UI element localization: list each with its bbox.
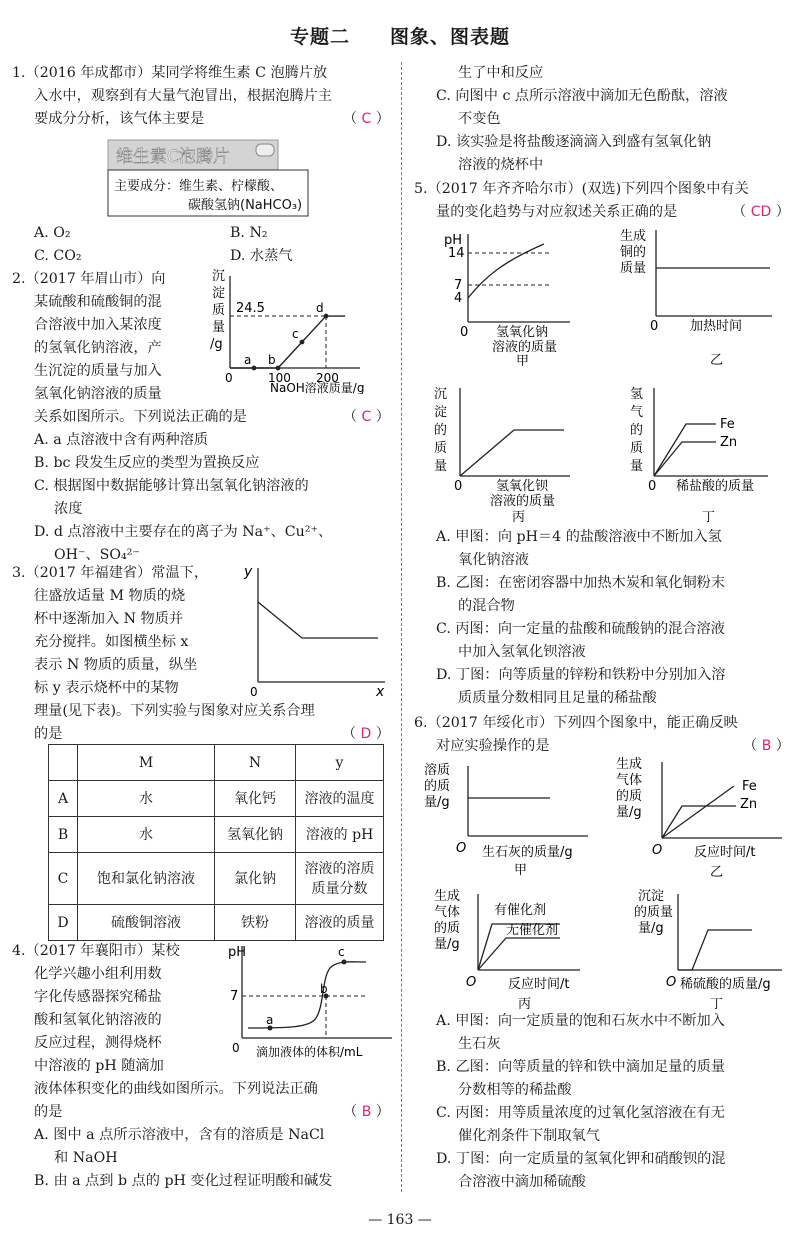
- q6-stem-2: 对应实验操作的是 （ B ）: [436, 738, 790, 754]
- q2-point-d: [324, 314, 329, 319]
- q3-table: [48, 744, 384, 941]
- q3-stem-2: 往盛放适量 M 物质的烧: [34, 588, 186, 604]
- q5-option-c: C. 丙图：向一定量的盐酸和硫酸钠的混合溶液: [436, 621, 725, 637]
- q5-ding-zn-label: Zn: [720, 435, 738, 450]
- q4-stem-2: 化学兴趣小组利用数: [34, 966, 162, 982]
- q5-option-d: D. 丁图：向等质量的锌粉和铁粉中分别加入溶: [436, 667, 726, 683]
- table-row: [49, 781, 384, 817]
- q5-jia-xlabel-2: 溶液的质量: [492, 340, 558, 355]
- q6-yi-ylabel-3: 的质: [616, 789, 643, 804]
- q6-option-b-cont: 分数相等的稀盐酸: [458, 1082, 572, 1098]
- q5-stem-2: 量的变化趋势与对应叙述关系正确的是 （ CD ）: [436, 204, 790, 220]
- q2-answer: C: [361, 409, 372, 425]
- q4-stem-4: 酸和氢氧化钠溶液的: [34, 1012, 162, 1028]
- table-cell: 溶液的温度: [296, 781, 384, 817]
- q5-jia-xlabel-1: 氢氧化钠: [496, 325, 549, 340]
- table-cell: 氧化钙: [215, 781, 296, 817]
- q2-tick-100: 100: [268, 371, 291, 385]
- q2-label-a: a: [244, 353, 252, 367]
- q4-options-continued: [414, 62, 790, 177]
- q4-label-b: b: [320, 982, 328, 996]
- table-header-row: [49, 745, 384, 781]
- q5-bing-ylabel-4: 质: [434, 441, 448, 456]
- q6-bing-ylabel-2: 气体: [434, 905, 461, 920]
- q6-bing-ylabel-4: 量/g: [434, 937, 460, 952]
- q3-stem-3: 杯中逐渐加入 N 物质并: [34, 611, 184, 627]
- q5-bing-origin: 0: [454, 479, 463, 494]
- q2-stem-1: 2.（2017 年眉山市）向: [12, 271, 166, 287]
- q6-jia-ylabel-3: 量/g: [424, 795, 450, 810]
- q4-stem-6: 中溶液的 pH 随滴加: [34, 1058, 164, 1074]
- q6-ding-curve: [678, 930, 752, 970]
- q6-option-a-cont: 生石灰: [458, 1036, 501, 1052]
- table-header: [49, 745, 78, 781]
- q5-option-b: B. 乙图：在密闭容器中加热木炭和氧化铜粉末: [436, 575, 726, 591]
- q4-option-b: B. 由 a 点到 b 点的 pH 变化过程证明酸和碱发: [34, 1173, 333, 1189]
- table-cell: 硫酸铜溶液: [78, 905, 215, 941]
- q2-point-c: [300, 340, 305, 345]
- q6-option-b: B. 乙图：向等质量的锌和铁中滴加足量的质量: [436, 1059, 726, 1075]
- q1-option-d: D. 水蒸气: [230, 248, 293, 264]
- q3-origin: 0: [250, 685, 258, 699]
- q4-point-c: [342, 960, 347, 965]
- q5-bing-ylabel-5: 量: [434, 459, 448, 474]
- q5-yi-ylabel-3: 质量: [620, 261, 647, 276]
- q2-option-d: D. d 点溶液中主要存在的离子为 Na⁺、Cu²⁺、: [34, 524, 333, 540]
- q5-yi-name: 乙: [710, 353, 724, 366]
- q2-label-b: b: [268, 353, 276, 367]
- q1-ingredients-1: 主要成分：维生素、柠檬酸、: [114, 179, 284, 194]
- q5-ding-fe-curve: [654, 424, 716, 476]
- q3-chart: [240, 560, 390, 700]
- q2-stem-5: 生沉淀的质量与加入: [34, 363, 162, 379]
- q4-origin: 0: [232, 1041, 240, 1055]
- q6-jia-ylabel-2: 的质: [424, 779, 451, 794]
- q5-jia-origin: 0: [460, 325, 469, 340]
- table-cell: 溶液的 pH: [296, 817, 384, 853]
- q5-graph-ding: [612, 382, 782, 524]
- q5-answer: CD: [750, 204, 772, 220]
- q1-package-label: 维生素C泡腾片: [116, 147, 230, 167]
- q6-ding-ylabel-3: 量/g: [638, 921, 664, 936]
- q2-option-b: B. bc 段发生反应的类型为置换反应: [34, 455, 260, 471]
- q2-option-c-cont: 浓度: [54, 501, 83, 517]
- q3-curve: [258, 602, 378, 638]
- q5-graph-jia: [420, 226, 590, 366]
- q2-ylabel-3: 质: [212, 303, 226, 318]
- q4-stem-1: 4.（2017 年襄阳市）某校: [12, 943, 180, 959]
- q6-yi-ylabel-1: 生成: [616, 757, 643, 772]
- q5-yi-origin: 0: [650, 319, 659, 334]
- q5-bing-ylabel-1: 沉: [434, 387, 448, 402]
- q5-ding-ylabel-1: 氢: [630, 387, 644, 402]
- q5-ding-zn-curve: [654, 442, 716, 476]
- q6-yi-name: 乙: [710, 865, 724, 880]
- q3-answer: D: [360, 726, 372, 742]
- q5-jia-tick-7: 7: [454, 278, 463, 293]
- q4-x-label: 滴加液体的体积/mL: [256, 1045, 363, 1059]
- q5-ding-name: 丁: [702, 510, 716, 524]
- q5-option-a: A. 甲图：向 pH＝4 的盐酸溶液中不断加入氢: [436, 529, 722, 545]
- q3-y-label: y: [244, 564, 253, 580]
- q5-jia-tick-4: 4: [454, 291, 463, 306]
- q5-jia-curve: [468, 244, 544, 298]
- q6-ding-xlabel: 稀硫酸的质量/g: [680, 977, 771, 992]
- q4-stem-8: 的是 （ B ）: [34, 1104, 390, 1120]
- q2-xlabel: NaOH溶液质量/g: [270, 381, 365, 394]
- q5-ding-ylabel-3: 的: [630, 423, 644, 438]
- q5-bing-ylabel-2: 淀: [434, 405, 448, 420]
- q3-stem-5: 表示 N 物质的质量，纵坐: [34, 657, 198, 673]
- q5-ding-fe-label: Fe: [720, 417, 735, 432]
- q6-bing-origin: O: [466, 975, 477, 990]
- q2-point-a: [252, 366, 257, 371]
- q1-package-image: [104, 138, 312, 218]
- q5-graph-yi: [612, 226, 782, 366]
- q4-label-a: a: [266, 1013, 274, 1027]
- q6-yi-origin: O: [652, 843, 663, 858]
- table-cell: 溶液的质量: [296, 905, 384, 941]
- q6-graph-jia: [420, 758, 600, 878]
- q6-jia-xlabel: 生石灰的质量/g: [482, 845, 573, 860]
- q4-option-b-cont: 生了中和反应: [458, 65, 544, 81]
- q4-option-d: D. 该实验是将盐酸逐滴滴入到盛有氢氧化钠: [436, 134, 712, 150]
- q6-bing-nocat-label: 无催化剂: [506, 923, 559, 938]
- q5-jia-tick-14: 14: [448, 246, 465, 261]
- q5-jia-name: 甲: [516, 354, 530, 366]
- q4-option-d-cont: 溶液的烧杯中: [458, 157, 544, 173]
- table-cell: 水: [78, 781, 215, 817]
- q4-stem-5: 反应过程，测得烧杯: [34, 1035, 162, 1051]
- table-cell: 氯化钠: [215, 853, 296, 905]
- q4-option-a-cont: 和 NaOH: [54, 1150, 118, 1166]
- q1-options: [34, 222, 394, 268]
- q6-ding-ylabel-2: 的质量: [634, 905, 674, 920]
- q2-stem-2: 某硫酸和硫酸铜的混: [34, 294, 162, 310]
- q2-stem-7: 关系如图所示。下列说法正确的是 （ C ）: [34, 409, 390, 425]
- q1-option-a: A. O₂: [34, 225, 71, 241]
- q6-option-a: A. 甲图：向一定质量的饱和石灰水中不断加入: [436, 1013, 725, 1029]
- q5-options: [414, 526, 790, 710]
- q5-option-a-cont: 氧化钠溶液: [458, 552, 529, 568]
- q6-stem-1: 6.（2017 年绥化市）下列四个图象中，能正确反映: [414, 715, 738, 731]
- q4-option-c: C. 向图中 c 点所示溶液中滴加无色酚酞，溶液: [436, 88, 728, 104]
- table-header: M: [78, 745, 215, 781]
- q2-ylabel-2: 淀: [212, 286, 226, 301]
- q6-jia-ylabel-1: 溶质: [424, 763, 451, 778]
- q2-ylabel-1: 沉: [212, 269, 226, 284]
- q3-stem-7: 理量(见下表)。下列实验与图象对应关系合理: [34, 703, 315, 719]
- table-cell: B: [49, 817, 78, 853]
- q4-answer: B: [361, 1104, 372, 1120]
- q4-label-c: c: [338, 945, 345, 959]
- q3-stem-4: 充分搅拌。如图横坐标 x: [34, 634, 189, 650]
- q4-option-a: A. 图中 a 点所示溶液中，含有的溶质是 NaCl: [34, 1127, 325, 1143]
- q2-label-c: c: [292, 327, 299, 342]
- q2-tick-0: 0: [225, 371, 233, 385]
- q4-stem-3: 字化传感器探究稀盐: [34, 989, 162, 1005]
- q6-yi-fe-label: Fe: [742, 779, 757, 794]
- q6-graph-ding: [612, 884, 792, 1014]
- q6-bing-ylabel-3: 的质: [434, 921, 461, 936]
- table-cell: 氢氧化钠: [215, 817, 296, 853]
- table-header: y: [296, 745, 384, 781]
- q4-ref-label: 7: [230, 989, 239, 1004]
- q6-graph-bing: [420, 884, 600, 1014]
- q6-option-d: D. 丁图：向一定质量的氢氧化钾和硝酸钡的混: [436, 1151, 726, 1167]
- q6-jia-origin: O: [456, 841, 467, 856]
- q6-options: [414, 1010, 790, 1194]
- q5-graph-bing: [420, 382, 590, 524]
- q2-stem-6: 氢氧化钠溶液的质量: [34, 386, 162, 402]
- q2-option-d-cont: OH⁻、SO₄²⁻: [54, 547, 140, 563]
- q5-option-d-cont: 质质量分数相同且足量的稀盐酸: [458, 690, 657, 706]
- q5-ding-ylabel-5: 量: [630, 459, 644, 474]
- table-cell: A: [49, 781, 78, 817]
- column-divider: [401, 62, 402, 1192]
- table-row: [49, 817, 384, 853]
- page-title: 专题二 图象、图表题: [289, 26, 510, 48]
- q5-ding-origin: 0: [648, 479, 657, 494]
- q6-graph-yi: [612, 752, 792, 880]
- table-cell: 水: [78, 817, 215, 853]
- q6-yi-ylabel-4: 量/g: [616, 805, 642, 820]
- question-1: [12, 62, 390, 131]
- q6-jia-name: 甲: [514, 863, 528, 878]
- q6-bing-ylabel-1: 生成: [434, 889, 461, 904]
- q6-yi-fe-curve: [662, 786, 734, 838]
- q3-stem-1: 3.（2017 年福建省）常温下，: [12, 565, 209, 581]
- q5-jia-ylabel: pH: [444, 233, 463, 248]
- q1-stem-1: 1.（2016 年成都市）某同学将维生素 C 泡腾片放: [12, 65, 328, 81]
- q6-option-c-cont: 催化剂条件下制取氧气: [458, 1128, 600, 1144]
- q1-answer: C: [361, 111, 372, 127]
- question-5: [414, 178, 790, 224]
- table-cell: D: [49, 905, 78, 941]
- page-number: — 163 —: [368, 1212, 432, 1228]
- q2-stem-3: 合溶液中加入某浓度: [34, 317, 162, 333]
- q6-ding-ylabel-1: 沉淀: [638, 889, 665, 904]
- q6-answer: B: [761, 738, 772, 754]
- q2-tick-24-5: 24.5: [236, 301, 265, 317]
- q6-ding-name: 丁: [710, 997, 724, 1012]
- q5-option-c-cont: 中加入氢氧化钡溶液: [458, 644, 586, 660]
- q6-yi-ylabel-2: 气体: [616, 773, 643, 788]
- q4-y-label: pH: [228, 945, 247, 960]
- q5-bing-xlabel-1: 氢氧化钡: [496, 479, 549, 494]
- table-cell: C: [49, 853, 78, 905]
- q2-label-d: d: [316, 301, 324, 316]
- q5-yi-ylabel-1: 生成: [620, 229, 647, 244]
- q2-option-a: A. a 点溶液中含有两种溶质: [34, 432, 209, 448]
- q1-stem-2: 入水中，观察到有大量气泡冒出，根据泡腾片主: [34, 88, 332, 104]
- q2-stem-4: 的氢氧化钠溶液，产: [34, 340, 162, 356]
- table-header: N: [215, 745, 296, 781]
- q5-bing-ylabel-3: 的: [434, 423, 448, 438]
- q6-option-d-cont: 合溶液中滴加稀硫酸: [458, 1174, 586, 1190]
- q1-option-b: B. N₂: [230, 225, 268, 241]
- q5-ding-xlabel: 稀盐酸的质量: [676, 479, 755, 494]
- q1-ingredients-2: 碳酸氢钠(NaHCO₃): [188, 198, 303, 213]
- q2-chart: [200, 264, 400, 394]
- q4-option-c-cont: 不变色: [458, 111, 501, 127]
- table-cell: 饱和氯化钠溶液: [78, 853, 215, 905]
- q5-bing-curve: [460, 430, 564, 476]
- q6-option-c: C. 丙图：用等质量浓度的过氧化氢溶液在有无: [436, 1105, 725, 1121]
- q2-option-c: C. 根据图中数据能够计算出氢氧化钠溶液的: [34, 478, 309, 494]
- q6-bing-nocat-curve: [478, 938, 560, 970]
- q5-bing-xlabel-2: 溶液的质量: [490, 494, 556, 509]
- q6-bing-cat-label: 有催化剂: [494, 903, 547, 918]
- q1-option-c: C. CO₂: [34, 248, 82, 264]
- table-cell: 铁粉: [215, 905, 296, 941]
- table-cell: 溶液的溶质质量分数: [296, 853, 384, 905]
- q4-stem-7: 液体体积变化的曲线如图所示。下列说法正确: [34, 1081, 318, 1097]
- q6-bing-xlabel: 反应时间/t: [508, 977, 570, 992]
- q6-bing-name: 丙: [518, 997, 532, 1012]
- q3-x-label: x: [376, 684, 385, 700]
- q2-ylabel-5: /g: [210, 337, 223, 352]
- q1-stem-3: 要成分分析，该气体主要是 （ C ）: [34, 111, 390, 127]
- table-row: [49, 853, 384, 905]
- q2-ylabel-4: 量: [212, 320, 226, 335]
- q6-ding-origin: O: [666, 975, 677, 990]
- q4-chart: [226, 938, 396, 1068]
- q5-ding-ylabel-4: 质: [630, 441, 644, 456]
- q6-yi-xlabel: 反应时间/t: [694, 845, 756, 860]
- q5-stem-1: 5.（2017 年齐齐哈尔市）(双选)下列四个图象中有关: [414, 181, 749, 197]
- q6-yi-zn-label: Zn: [740, 797, 758, 812]
- q3-stem-6: 标 y 表示烧杯中的某物: [34, 680, 179, 696]
- q5-ding-ylabel-2: 气: [630, 405, 644, 420]
- q5-option-b-cont: 的混合物: [458, 598, 515, 614]
- table-row: [49, 905, 384, 941]
- q5-yi-xlabel: 加热时间: [690, 319, 743, 334]
- q2-point-b: [276, 366, 281, 371]
- q3-stem-8: 的是 （ D ）: [34, 726, 390, 742]
- q5-bing-name: 丙: [512, 510, 526, 524]
- q2-tick-200: 200: [316, 371, 339, 385]
- q5-yi-ylabel-2: 铜的: [620, 245, 647, 260]
